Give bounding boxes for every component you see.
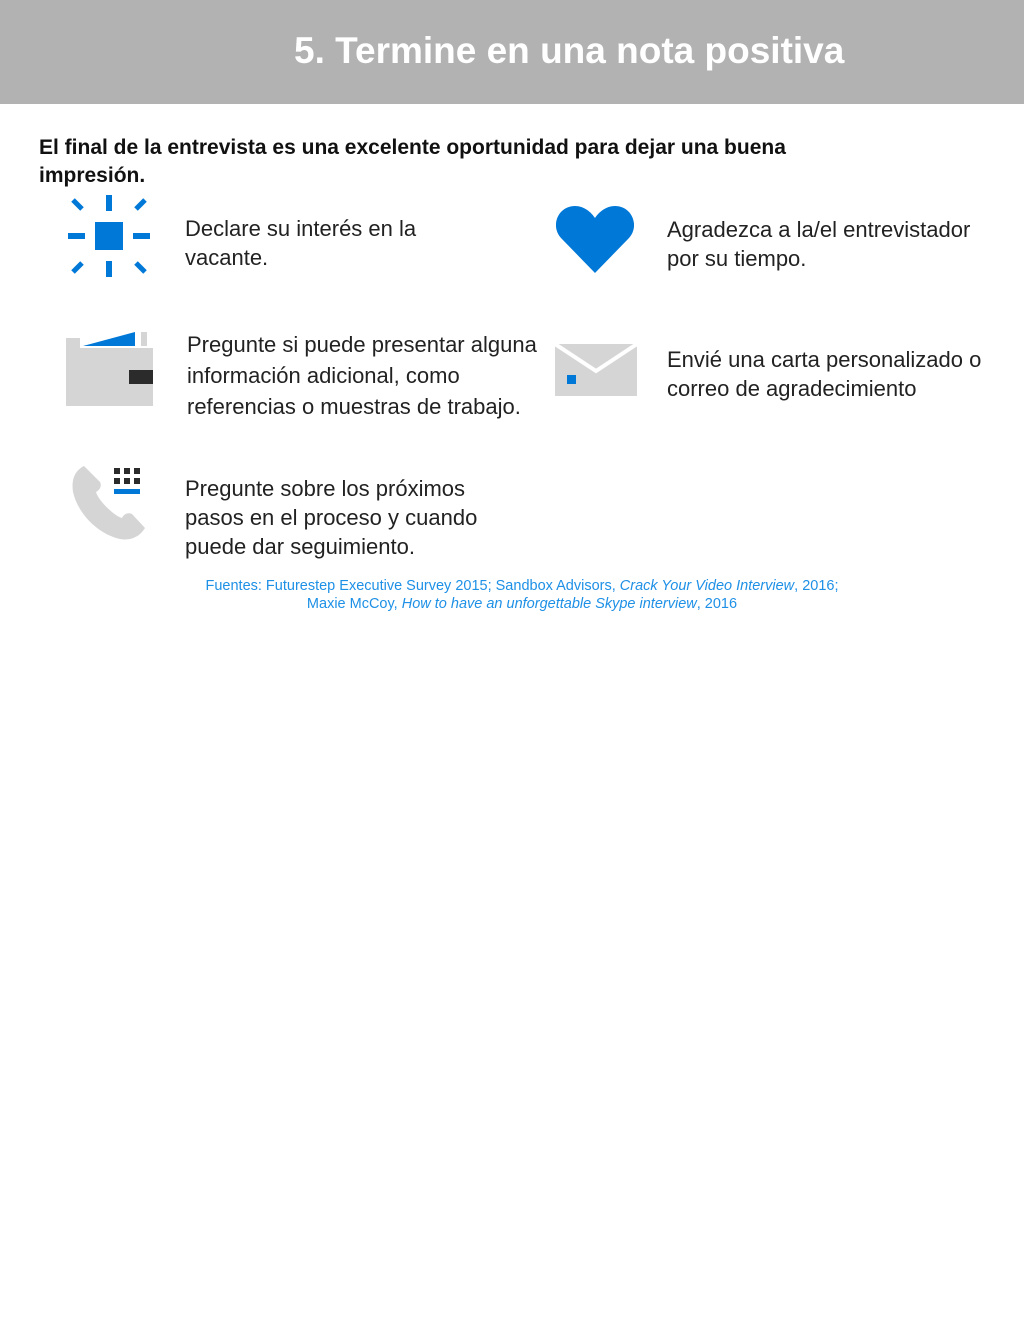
sources-note bbox=[150, 577, 894, 613]
envelope-icon bbox=[554, 343, 638, 397]
item-text-interest: Declare su interés en la vacante. bbox=[185, 216, 417, 270]
sources-line-2-title: How to have an unforgettable Skype interview bbox=[401, 596, 697, 612]
sources-line-1-title: Crack Your Video Interview bbox=[619, 578, 795, 594]
item-text-additional-info: Pregunte si puede presentar alguna información adicional, como referencias o muestras de trabajo. bbox=[187, 332, 537, 419]
sources-line-2-prefix: Maxie McCoy, bbox=[306, 596, 402, 612]
sources-line-1-suffix: , 2016; bbox=[794, 578, 839, 594]
page-title: 5. Termine en una nota positiva bbox=[294, 30, 845, 71]
sources-line-2-suffix: , 2016 bbox=[696, 596, 738, 612]
sources-line-1-prefix: Fuentes: Futurestep Executive Survey 2015; Sandbox Advisors, bbox=[205, 578, 620, 594]
heart-icon bbox=[556, 204, 634, 274]
item-text-next-steps: Pregunte sobre los próximos pasos en el proceso y cuando puede dar seguimiento. bbox=[185, 476, 478, 559]
phone-keypad-icon bbox=[70, 462, 150, 542]
item-text-thanks: Agradezca a la/el entrevistador por su tiempo. bbox=[667, 217, 971, 271]
header-bar bbox=[0, 0, 1024, 104]
intro-text: El final de la entrevista es una excelente oportunidad para dejar una buena impresión. bbox=[39, 136, 786, 187]
sources-line-1 bbox=[150, 577, 894, 595]
sun-icon bbox=[66, 195, 152, 279]
folder-icon bbox=[65, 330, 155, 408]
item-text-thank-you-letter: Envié una carta personalizado o correo de agradecimiento bbox=[667, 347, 982, 401]
sources-line-2 bbox=[150, 595, 894, 613]
